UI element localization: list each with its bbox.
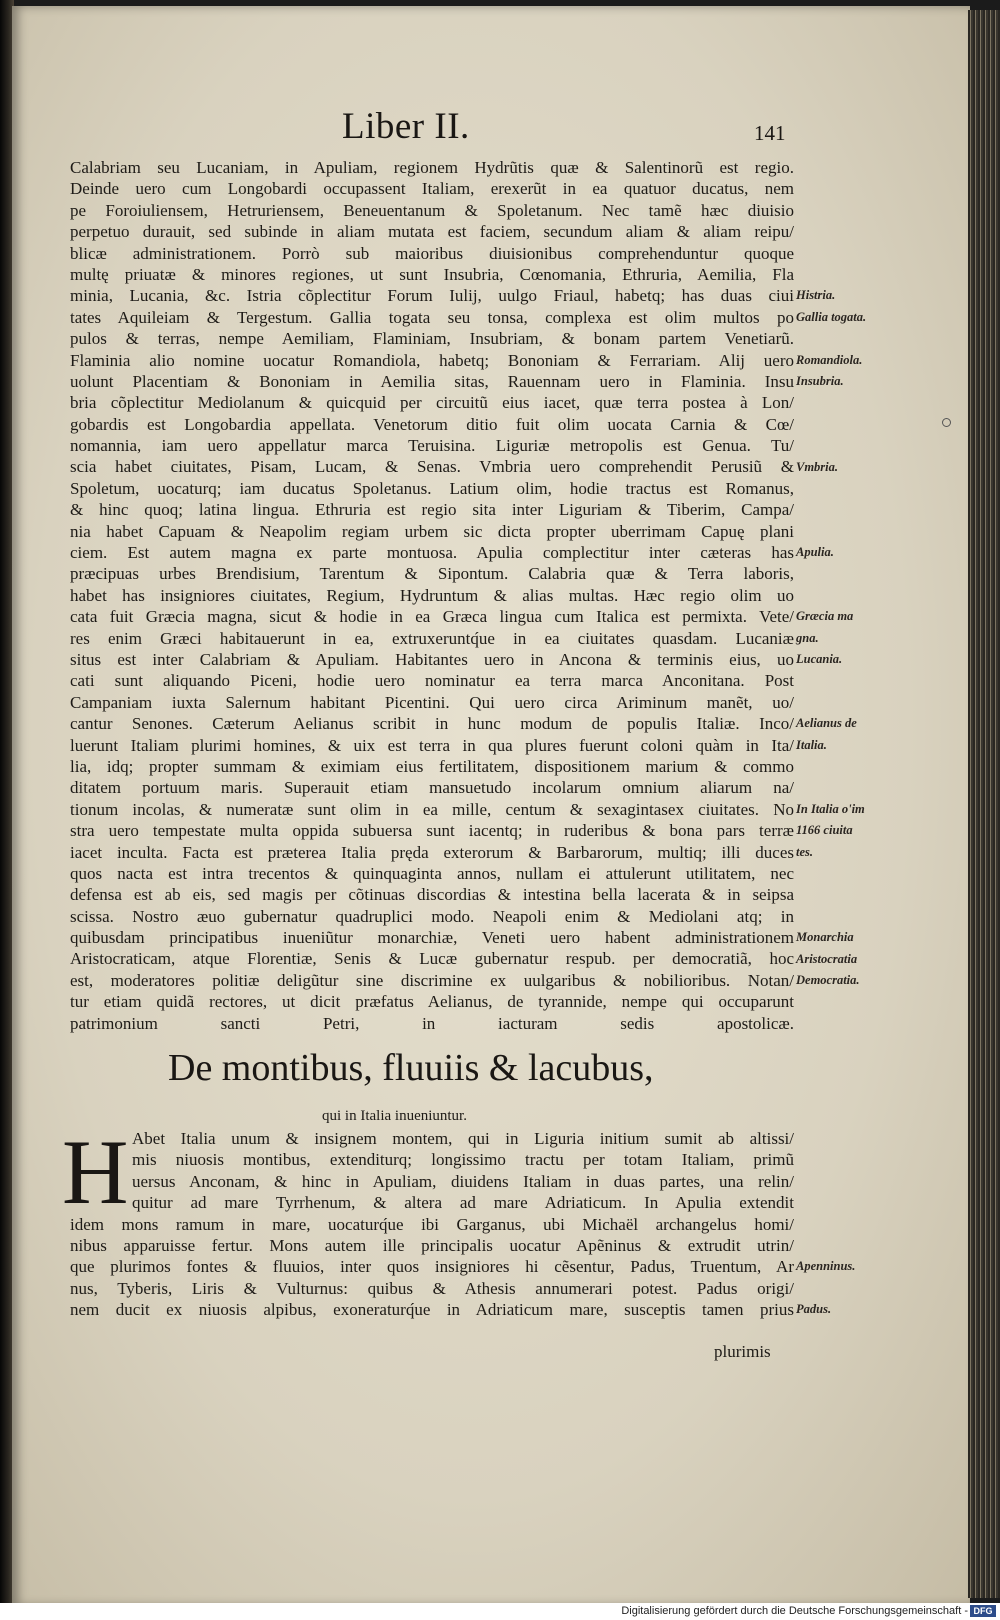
text-line: scia habet ciuitates, Pisam, Lucam, & Senas. Vmbria uero comprehendit Perusiũ & (70, 457, 794, 477)
text-line: multę priuatæ & minores regiones, ut sunt Insubria, Cœnomania, Ethruria, Aemilia, Fla (70, 264, 794, 284)
text-line: tionum incolas, & numeratæ sunt olim in ea mille, centum & sexagintasex ciuitates. No (70, 799, 794, 819)
drop-cap: H (62, 1121, 129, 1223)
dfg-logo: DFG (970, 1605, 996, 1617)
page-edges (968, 10, 1000, 1598)
margin-note: Insubria. (796, 374, 844, 388)
text-line: præcipuas urbes Brendisium, Tarentum & Sipontum. Calabria quæ & Terra laboris, (70, 564, 794, 584)
text-line: est, moderatores politiæ deligũtur sine discrimine ex uulgaribus & nobilioribus. Notan/ (70, 970, 794, 990)
margin-note: In Italia o'im (796, 802, 865, 816)
text-line: patrimonium sancti Petri, in iacturam sedis apostolicæ. (70, 1013, 794, 1033)
text-line: quibusdam principatibus inueniũtur monarchiæ, Veneti uero habent administrationem (70, 928, 794, 948)
text-line: Campaniam iuxta Salernum habitant Picentini. Qui uero circa Ariminum manẽt, uo/ (70, 692, 794, 712)
margin-note: Histria. (796, 288, 836, 303)
page-number: 141 (754, 121, 786, 145)
text-line: & hinc quoq; latina lingua. Ethruria est regio sita inter Liguriam & Tiberim, Campa/ (70, 500, 794, 520)
text-line: mis niuosis montibus, extenditurq; longissimo tractu per totam Italiam, primũ (132, 1150, 794, 1170)
footer-credit: Digitalisierung gefördert durch die Deutsche Forschungsgemeinschaft - (621, 1605, 968, 1617)
text-line: iacet inculta. Facta est præterea Italia pręda exterorum & Barbarorum, multiq; illi duces (70, 842, 794, 862)
paper-stain (942, 418, 951, 427)
text-line: Aristocraticam, atque Florentiæ, Senis & Lucæ gubernatur respub. per democratiã, hoc (70, 949, 794, 969)
text-line: Deinde uero cum Longobardi occupassent Italiam, erexerũt in ea quatuor ducatus, nem (70, 179, 794, 199)
text-line: habet has insigniores ciuitates, Regium, Hydruntum & alias multas. Hæc regio olim uo (70, 585, 794, 605)
text-line: pe Foroiuliensem, Hetruriensem, Beneuentanum & Spoletanum. Nec tamẽ hæc diuisio (70, 200, 794, 220)
margin-note: 1166 ciuita (796, 823, 853, 838)
text-line: situs est inter Calabriam & Apuliam. Habitantes uero in Ancona & terminis eius, uo (70, 649, 794, 669)
margin-note: gna. (796, 630, 819, 645)
margin-note: Apulia. (796, 545, 834, 560)
margin-note: Apenninus. (796, 1259, 856, 1274)
text-line: Calabriam seu Lucaniam, in Apuliam, regionem Hydrũtis quæ & Salentinorũ est regio. (70, 158, 794, 177)
text-line: nibus apparuisse fertur. Mons autem ille principalis uocatur Apẽninus & extrudit utrin/ (70, 1235, 794, 1255)
paragraph-2 (70, 1128, 794, 1321)
margin-note: tes. (796, 844, 814, 859)
text-line: uolunt Placentiam & Bononiam in Aemilia sitas, Rauennam uero in Flaminia. Insu (70, 371, 794, 391)
text-line: cati sunt aliquando Piceni, hodie uero nominatur ea terra marca Anconitana. Post (70, 671, 794, 691)
text-line: scissa. Nostro æuo gubernatur quadruplici modo. Neapoli enim & Mediolani atq; in (70, 906, 794, 926)
margin-note: Democratia. (796, 973, 860, 988)
margin-note: Gallia togata. (796, 309, 867, 324)
margin-note: Italia. (796, 737, 827, 752)
text-line: blicæ administrationem. Porrò sub maioribus diuisionibus comprehenduntur quoque (70, 243, 794, 263)
text-line: tur etiam quidã rectores, ut dicit præfatus Aelianus, de tyrannide, nempe qui occuparunt (70, 992, 794, 1012)
paragraph-1 (70, 157, 794, 1034)
text-line: idem mons ramum in mare, uocaturq́ue ibi Garganus, ubi Michaël archangelus homi/ (70, 1214, 794, 1234)
margin-note: Græcia ma (796, 609, 854, 624)
text-line: lia, idq; propter summam & eximiam eius fertilitatem, dispositionem marium & commo (70, 756, 794, 776)
text-line: quitur ad mare Tyrrhenum, & altera ad mare Adriaticum. In Apulia extendit (132, 1193, 794, 1213)
text-line: Flaminia alio nomine uocatur Romandiola, habetq; Bononiam & Ferrariam. Alij uero (70, 350, 794, 370)
running-title: Liber II. (342, 106, 470, 147)
margin-note: Lucania. (796, 652, 843, 667)
text-line: nem ducit ex niuosis alpibus, exoneraturq́ue in Adriaticum mare, susceptis tamen prius (70, 1300, 794, 1320)
text-line: stra uero tempestate multa oppida subuersa sunt iacentq; in ruderibus & bona pars terræ (70, 821, 794, 841)
text-line: que plurimos fontes & fluuios, inter quos insigniores hi cẽsentur, Padus, Truentum, Ar (70, 1257, 794, 1277)
text-line: bria cõplectitur Mediolanum & quicquid per circuitũ eius iacet, quæ terra postea à Lon/ (70, 393, 794, 413)
text-line: minia, Lucania, &c. Istria cõplectitur Forum Iulij, uulgo Friaul, habetq; has duas ciui (70, 286, 794, 306)
catchword: plurimis (714, 1342, 771, 1361)
text-line: defensa est ab eis, sed magis per cõtinuas discordias & intestina bella lacerata & in seipsa (70, 885, 794, 905)
margin-note: Aelianus de (796, 716, 857, 731)
text-line: res enim Græci habitauerunt in ea, extruxeruntq́ue in ea ciuitates quasdam. Lucaniæ (70, 628, 794, 648)
text-line: cantur Senones. Cæterum Aelianus scribit in hunc modum de populis Italiæ. Inco/ (70, 714, 794, 734)
margin-note: Aristocratia (796, 951, 858, 966)
text-line: gobardis est Longobardia appellata. Venetorum ditio fuit olim uocata Carnia & Cœ/ (70, 414, 794, 434)
text-line: quos nacta est intra trecentos & quinquaginta annos, nullam ei attulerunt utilitatem, nec (70, 863, 794, 883)
margin-note: Monarchia (796, 930, 854, 945)
section-heading: De montibus, fluuiis & lacubus, (168, 1047, 654, 1089)
text-line: nus, Tyberis, Liris & Vulturnus: quibus & Athesis annumerari potest. Padus origi/ (70, 1278, 794, 1298)
text-line: uersus Anconam, & hinc in Apuliam, diuidens Italiam in duas partes, una relin/ (132, 1171, 794, 1191)
text-line: pulos & terras, nempe Aemiliam, Flaminiam, Insubriam, & bonam partem Venetiarũ. (70, 329, 794, 349)
text-line: perpetuo durauit, sed subinde in aliam mutata est faciem, secundum aliam & aliam reipu/ (70, 222, 794, 242)
text-line: ciem. Est autem magna ex parte montuosa. Apulia complectitur inter cæteras has (70, 543, 794, 563)
margin-note: Vmbria. (796, 459, 839, 474)
margin-note: Padus. (796, 1302, 832, 1317)
text-line: cata fuit Græcia magna, sicut & hodie in ea Græca lingua cum Italica est permixta. Vete/ (70, 607, 794, 627)
margin-note: Romandiola. (796, 352, 863, 367)
section-subheading: qui in Italia inueniuntur. (322, 1108, 467, 1124)
text-line: nia habet Capuam & Neapolim regiam urbem sic dicta propter uberrimam Capuę plani (70, 521, 794, 541)
text-line: luerunt Italiam plurimi homines, & uix est terra in qua plures fuerunt coloni quàm in Ita/ (70, 735, 794, 755)
text-line: ditatem portuum maris. Superauit etiam mansuetudo incolarum omnium aliarum na/ (70, 778, 794, 798)
text-line: tates Aquileiam & Tergestum. Gallia togata seu tonsa, complexa est olim multos po (70, 307, 794, 327)
text-line: Abet Italia unum & insignem montem, qui in Liguria initium sumit ab altissi/ (132, 1129, 794, 1148)
text-line: nomannia, iam uero appellatur marca Teruisina. Liguriæ metropolis est Genua. Tu/ (70, 436, 794, 456)
text-line: Spoletum, uocaturq; iam ducatus Spoletanus. Latium olim, hodie tractus est Romanus, (70, 478, 794, 498)
